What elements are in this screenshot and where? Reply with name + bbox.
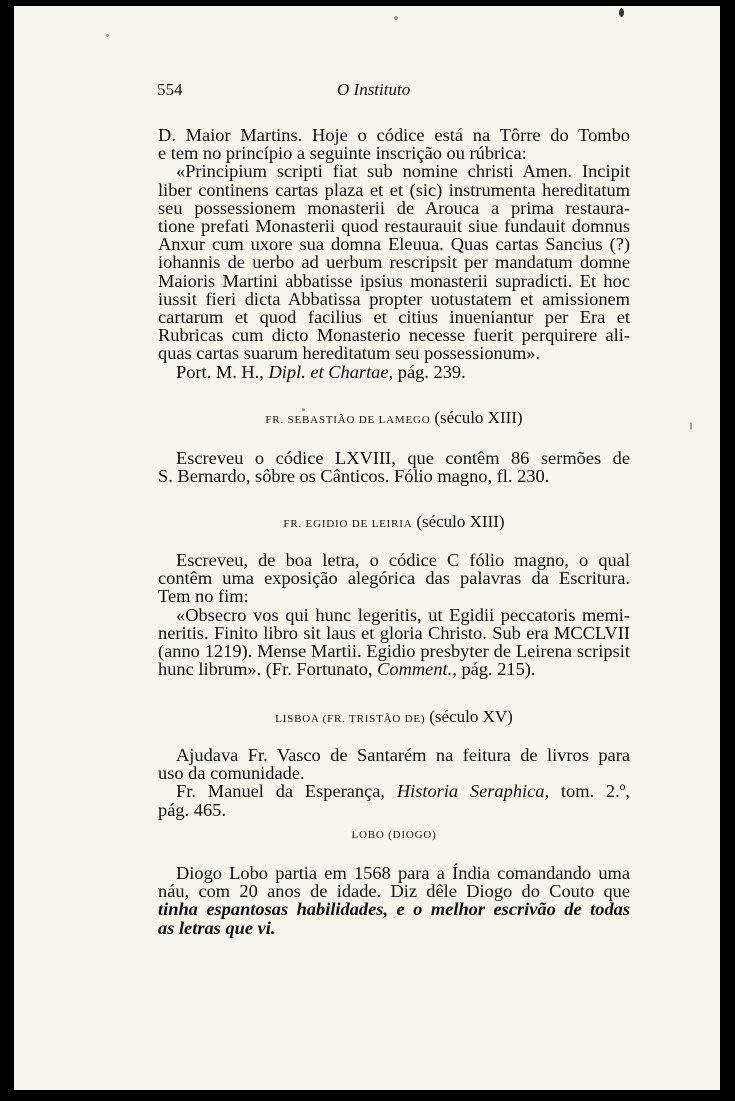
scan-speck [302,408,305,411]
quote-line: quas cartas suarum hereditatum seu possessionum». [158,343,541,364]
heading-name: LISBOA (FR. TRISTÃO DE) [275,713,426,725]
quote-line: Rubricas cum dicto Monasterio necesse fuerit perquirere ali- [158,325,630,346]
section-heading-tristao [158,707,630,727]
body-line: náu, com 20 anos de idade. Diz dêle Diogo do Couto que [158,881,630,902]
reference-line [158,782,630,800]
body-line: S. Bernardo, sôbre os Cânticos. Fólio magno, fl. 230. [158,466,550,487]
heading-century: (século XIII) [434,408,523,427]
intro-block [158,126,630,381]
reference-title: Dipl. et Chartae, [268,361,394,382]
heading-name: LOBO (DIOGO) [351,829,437,841]
reference-page: pág. 465. [158,799,226,820]
scan-speck [106,34,109,37]
body-line: Ajudava Fr. Vasco de Santarém na feitura de livros para [176,745,630,765]
body-line: as letras que vi. [158,917,276,938]
running-header [157,80,657,104]
section-heading-sebastiao [158,408,630,428]
scan-speck [619,8,624,17]
body-line: contêm uma exposição alegórica das palavras da Escritura. [158,568,630,589]
scan-speck [394,16,398,20]
quote-line: Anxur cum uxore sua domna Eleuua. Quas cartas Sancius (?) [158,234,630,255]
intro-line: e tem no princípio a seguinte inscrição ou rúbrica: [158,143,527,164]
running-title: O Instituto [337,80,411,99]
scanned-page [14,6,720,1090]
quote-prefix: hunc librum». (Fr. Fortunato, [158,659,373,680]
quote-line: seu possessionem monasterii de Arouca a prima restaura- [158,197,630,218]
reference-title: Historia Seraphica, [396,781,550,802]
quote-line: tione prefati Monasterii quod restaurauit siue fundauit domnus [158,216,630,237]
section-heading-egidio [158,512,630,532]
body-line: Diogo Lobo partia em 1568 para a Índia comandando uma [176,863,630,883]
body-line: Escreveu, de boa letra, o códice C fólio magno, o qual [176,550,630,570]
scan-speck [690,422,692,430]
quote-line: iohannis de uerbo ad uerbum rescripsit per mandatum domne [158,252,630,273]
egidio-paragraph [158,551,630,678]
quote-line: «Principium scripti fiat sub nomine christi Amen. Incipit [176,161,630,182]
reference-suffix: tom. 2.º, [560,781,630,802]
reference-page: pág. 239. [397,361,466,382]
reference-prefix: Port. M. H., [176,361,264,382]
body-line: tinha espantosas habilidades, e o melhor escrivão de todas [158,899,630,920]
sebastiao-paragraph [158,449,630,485]
quote-line: iussit fieri dicta Abbatissa propter uotustatem et amissionem [158,288,630,309]
quote-line: cartarum et quod facilius et citius inueniantur per Era et [158,307,630,328]
page-number: 554 [157,80,183,99]
quote-line: Maioris Martini abbatisse ipsius monasterii supradicti. Et hoc [158,270,630,291]
intro-line: D. Maior Martins. Hoje o códice está na Tôrre do Tombo [158,125,630,145]
body-line: Tem no fim: [158,586,249,607]
heading-name: FR. SEBASTIÃO DE LAMEGO [265,414,431,426]
body-line: uso da comunidade. [158,763,305,784]
tristao-paragraph [158,746,630,819]
section-heading-diogo [158,826,630,842]
diogo-paragraph [158,864,630,937]
quote-line: (anno 1219). Mense Martii. Egidio presbyter de Leirena scripsit [158,641,630,662]
heading-century: (século XV) [429,707,513,726]
heading-name: FR. EGIDIO DE LEIRIA [283,518,413,530]
quote-title: Comment., [377,659,457,680]
quote-suffix: pág. 215). [461,659,536,680]
quote-line: «Obsecro vos qui hunc legeritis, ut Egidii peccatoris memi- [176,604,630,625]
quote-line: neritis. Finito libro sit laus et gloria Christo. Sub era MCCLVII [158,622,630,643]
body-line: Escreveu o códice LXVIII, que contêm 86 sermões de [176,448,630,468]
reference-prefix: Fr. Manuel da Esperança, [176,781,386,802]
reference-line [158,363,630,381]
quote-line: liber continens cartas plaza et et (sic) instrumenta hereditatum [158,179,630,200]
heading-century: (século XIII) [416,512,505,531]
quote-line [158,660,630,678]
